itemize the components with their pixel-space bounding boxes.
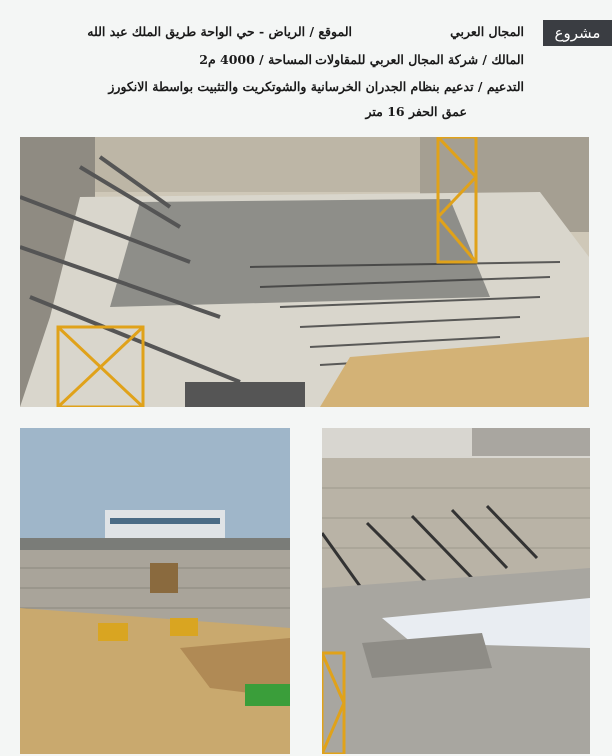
excavation-photo-right [322,428,590,754]
project-label: مشروع [543,20,612,46]
project-name: المجال العربي [450,24,524,39]
excavation-depth: عمق الحفر 16 متر [365,104,467,119]
main-site-photo [20,137,589,407]
project-shoring: التدعيم / تدعيم بنظام الجدران الخرسانية والشوتكريت والتثبيت بواسطة الانكورز [108,79,524,94]
project-owner: المالك / شركة المجال العربي للمقاولات [315,52,524,67]
project-area: المساحة / 4000 م2 [199,52,312,67]
excavation-photo-left [20,428,290,754]
project-location: الموقع / الرياض - حي الواحة طريق الملك عبد الله [87,24,352,39]
